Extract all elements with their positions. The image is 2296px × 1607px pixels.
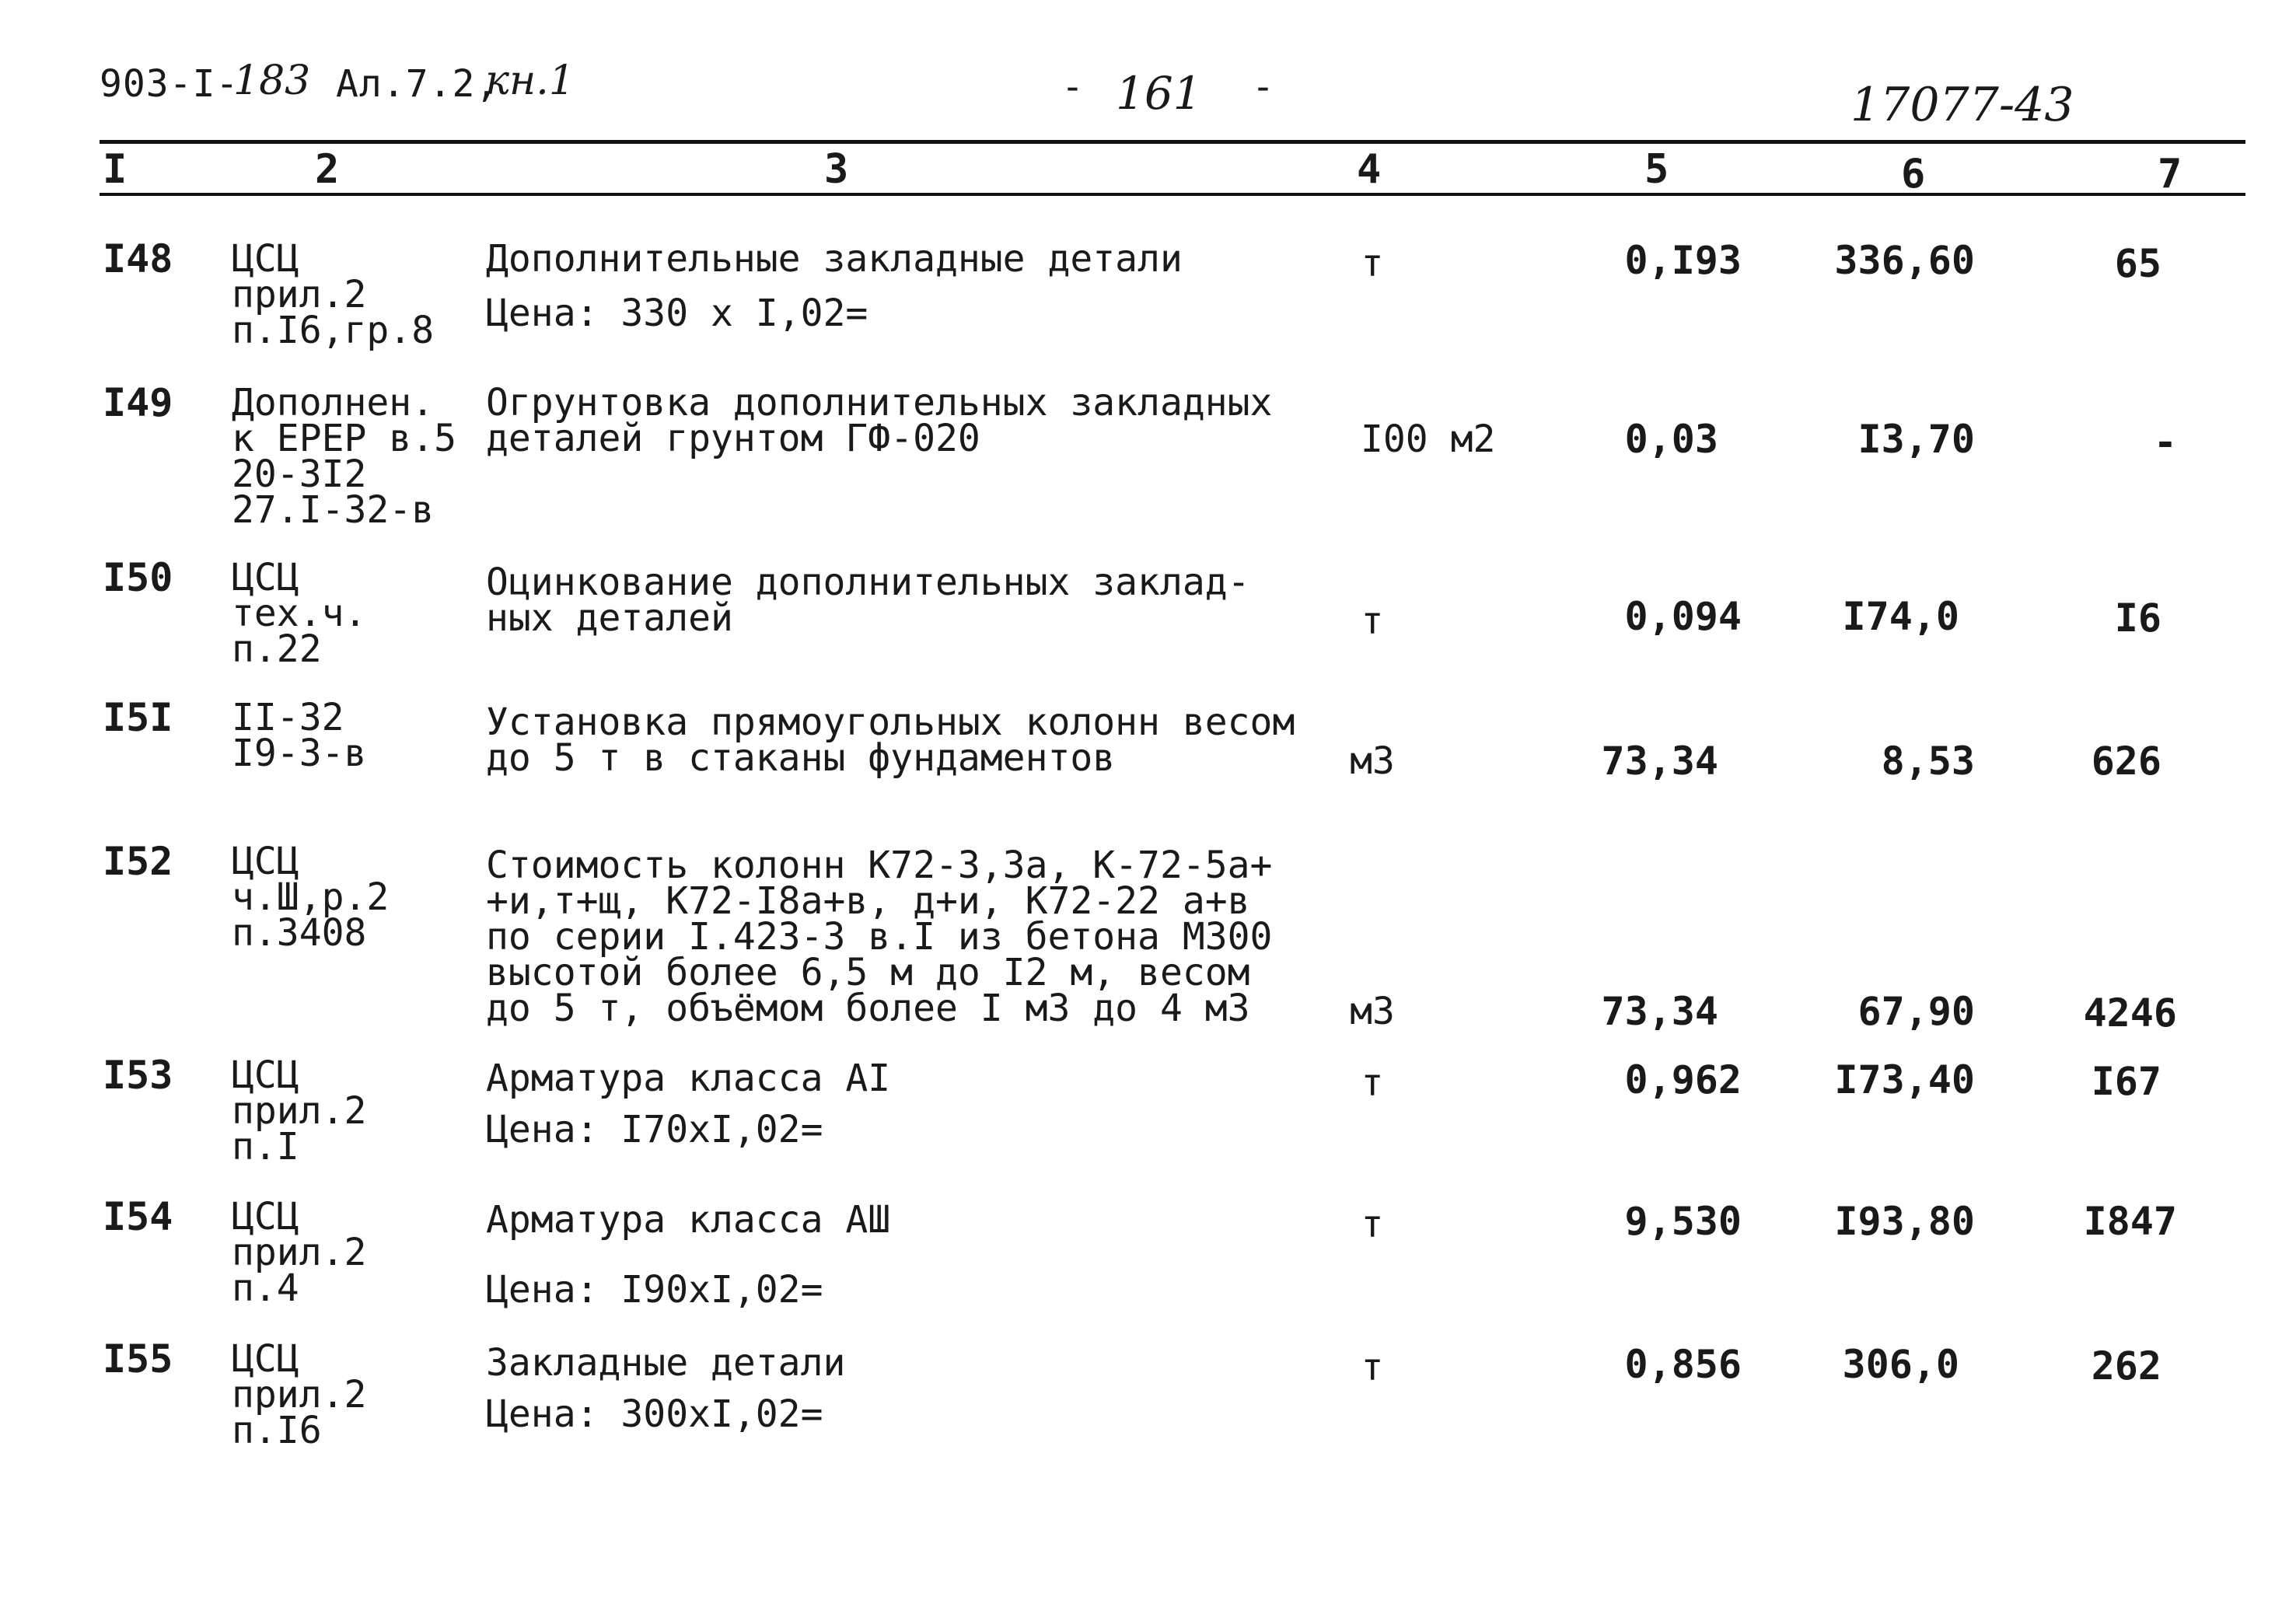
row-unit: м3 — [1350, 739, 1395, 783]
row-quantity: 0,856 — [1624, 1342, 1742, 1387]
book-handwritten: кн.1 — [485, 58, 575, 104]
row-price-note: Цена: 300хI,02= — [486, 1392, 823, 1436]
column-number-5: 5 — [1644, 146, 1669, 193]
row-unit: т — [1361, 242, 1384, 285]
column-number-1: I — [103, 146, 128, 193]
row-quantity: 73,34 — [1601, 989, 1718, 1034]
row-price-note: Цена: I90хI,02= — [486, 1268, 823, 1312]
column-number-4: 4 — [1357, 146, 1382, 193]
page-number: 161 — [1116, 67, 1202, 120]
row-description: Арматура класса АШ — [486, 1198, 891, 1242]
row-unit-price: I93,80 — [1834, 1199, 1975, 1244]
row-description: Стоимость колонн К72-3,3а, К-72-5а+ +и,т+щ, К72-I8а+в, д+и, К72-22 а+в по серии I.423-3 в.I из бетона М300 высотой более 6,5 м до I2 м, весом до 5 т, объёмом более I м3 до 4 м3 — [486, 844, 1273, 1030]
page-dash-left: - — [1061, 65, 1085, 109]
row-unit-price: I3,70 — [1857, 417, 1975, 462]
column-number-7: 7 — [2158, 151, 2182, 197]
row-description: Огрунтовка дополнительных закладных деталей грунтом ГФ-020 — [486, 381, 1273, 460]
row-unit: I00 м2 — [1361, 417, 1496, 461]
row-quantity: 9,530 — [1624, 1199, 1742, 1244]
row-id: I55 — [103, 1336, 173, 1382]
row-unit-price: 306,0 — [1842, 1342, 1959, 1387]
row-id: I52 — [103, 839, 173, 884]
row-reference: ЦСЦ прил.2 п.4 — [232, 1195, 367, 1310]
row-id: I53 — [103, 1053, 173, 1098]
row-description: Оцинкование дополнительных заклад- ных деталей — [486, 561, 1250, 640]
row-id: I54 — [103, 1194, 173, 1239]
row-unit: м3 — [1350, 990, 1395, 1033]
row-unit-price: 336,60 — [1834, 238, 1975, 283]
row-quantity: 0,962 — [1624, 1057, 1742, 1102]
row-unit: т — [1361, 1203, 1384, 1246]
row-reference: Дополнен. к ЕРЕР в.5 20-3I2 27.I-32-в — [232, 381, 456, 532]
row-quantity: 0,094 — [1624, 594, 1742, 639]
row-price-note: Цена: 330 х I,02= — [486, 292, 868, 335]
row-reference: ЦСЦ прил.2 п.I — [232, 1053, 367, 1169]
row-id: I50 — [103, 555, 173, 600]
header-top-rule — [100, 140, 2245, 144]
row-description: Арматура класса АI — [486, 1057, 891, 1100]
row-total: 4246 — [2083, 990, 2177, 1036]
column-number-3: 3 — [824, 146, 849, 193]
row-quantity: 73,34 — [1601, 739, 1718, 784]
row-unit-price: 8,53 — [1881, 739, 1975, 784]
row-quantity: 0,03 — [1624, 417, 1718, 462]
row-unit: т — [1361, 599, 1384, 643]
row-reference: ЦСЦ прил.2 п.I6 — [232, 1337, 367, 1452]
row-total: I6 — [2114, 596, 2161, 641]
doc-code: 903-I- — [100, 62, 239, 106]
album-label: Ал.7.2, — [336, 62, 499, 106]
row-total: 65 — [2114, 241, 2161, 286]
column-number-6: 6 — [1901, 151, 1926, 197]
row-description: Закладные детали — [486, 1341, 846, 1385]
row-reference: ЦСЦ тех.ч. п.22 — [232, 556, 367, 671]
row-unit-price: I73,40 — [1834, 1057, 1975, 1102]
doc-code-handwritten: 183 — [233, 58, 311, 104]
row-total: 626 — [2091, 739, 2161, 784]
row-unit-price: I74,0 — [1842, 594, 1959, 639]
row-id: I5I — [103, 695, 173, 740]
row-total: - — [2153, 420, 2177, 465]
row-quantity: 0,I93 — [1624, 238, 1742, 283]
row-description: Дополнительные закладные детали — [486, 237, 1183, 281]
row-reference: ЦСЦ прил.2 п.I6,гр.8 — [232, 237, 435, 352]
row-total: I67 — [2091, 1059, 2161, 1104]
column-number-2: 2 — [315, 146, 340, 193]
row-price-note: Цена: I70хI,02= — [486, 1108, 823, 1151]
row-unit: т — [1361, 1346, 1384, 1389]
row-reference: II-32 I9-3-в — [232, 696, 367, 775]
row-unit: т — [1361, 1061, 1384, 1105]
inventory-number: 17077-43 — [1850, 78, 2074, 132]
page-dash-right: - — [1252, 65, 1275, 109]
row-id: I48 — [103, 236, 173, 281]
row-unit-price: 67,90 — [1857, 989, 1975, 1034]
row-total: 262 — [2091, 1343, 2161, 1389]
row-id: I49 — [103, 380, 173, 425]
row-reference: ЦСЦ ч.Ш,р.2 п.3408 — [232, 840, 390, 955]
row-total: I847 — [2083, 1199, 2177, 1244]
row-description: Установка прямоугольных колонн весом до 5 т в стаканы фундаментов — [486, 700, 1295, 780]
